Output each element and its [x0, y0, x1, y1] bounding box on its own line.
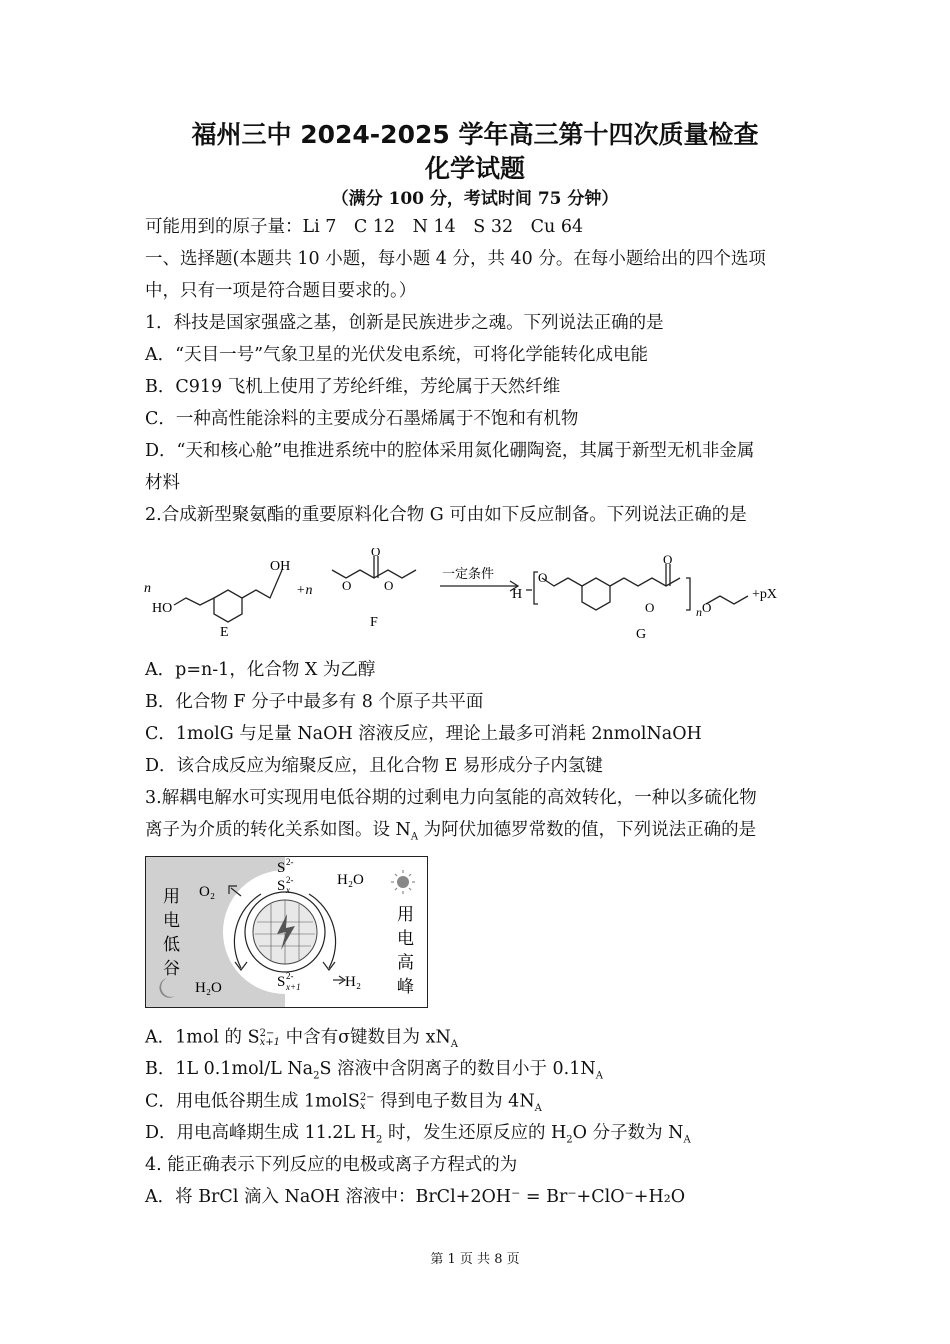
q3-option-a: A．1mol 的 S 2− x+1 中含有σ键数目为 $xN_A$ — [145, 1027, 459, 1050]
e-label: E — [220, 625, 229, 640]
valley-label-1: 用 — [163, 887, 180, 906]
g-o1: O — [538, 570, 548, 585]
f-o2: O — [371, 548, 381, 559]
sx-top-charge: 2- — [286, 875, 294, 885]
g-label: G — [636, 627, 647, 642]
e-coef: n — [144, 581, 151, 596]
reaction-condition: 一定条件 — [442, 566, 495, 581]
q1-option-c: C．一种高性能涂料的主要成分石墨烯属于不饱和有机物 — [145, 409, 579, 429]
q2-option-a: A．p=n-1，化合物 X 为乙醇 — [145, 660, 376, 680]
page-subtitle: 化学试题 — [424, 154, 525, 183]
s-top-charge: 2- — [286, 857, 294, 867]
q3-stem-cont: 离子为介质的转化关系如图。设 $N_A$ 为阿伏加德罗常数的值，下列说法正确的是 — [145, 820, 757, 843]
q2-option-b: B．化合物 F 分子中最多有 8 个原子共平面 — [145, 692, 484, 712]
q3-option-c: C．用电低谷期生成 1molS 2− x 得到电子数目为 $4N_A$ — [145, 1091, 542, 1114]
q1-option-a: A．“天目一号”气象卫星的光伏发电系统，可将化学能转化成电能 — [145, 345, 649, 365]
exam-info: （满分 100 分，考试时间 75 分钟） — [331, 189, 619, 209]
q4-stem: 4. 能正确表示下列反应的电极或离子方程式的为 — [145, 1155, 518, 1175]
valley-label-3: 低 — [163, 935, 180, 954]
section-1-intro-cont: 中，只有一项是符合题目要求的。） — [145, 281, 417, 301]
f-o1: O — [342, 578, 352, 593]
peak-label-4: 峰 — [397, 977, 414, 996]
q1-option-d-cont: 材料 — [145, 473, 180, 493]
q4-option-a: A．将 BrCl 滴入 NaOH 溶液中：BrCl+2OH⁻ = Br⁻+ClO⁻+H₂O — [145, 1187, 686, 1207]
q2-option-c: C．1molG 与足量 NaOH 溶液反应，理论上最多可消耗 2nmolNaOH — [145, 724, 702, 744]
o2-label: O₂ — [199, 884, 216, 900]
valley-label-4: 谷 — [163, 959, 180, 978]
peak-label-2: 电 — [397, 929, 414, 948]
sx-top: S — [277, 878, 286, 894]
peak-label-1: 用 — [397, 905, 414, 924]
g-o3: O — [663, 552, 673, 567]
q1-option-d: D．“天和核心舱”电推进系统中的腔体采用氮化硼陶瓷，其属于新型无机非金属 — [145, 441, 755, 461]
f-o3: O — [384, 578, 394, 593]
q2-stem: 2.合成新型聚氨酯的重要原料化合物 G 可由如下反应制备。下列说法正确的是 — [145, 505, 747, 525]
e-ho: HO — [152, 601, 173, 616]
page-title: 福州三中 2024-2025 学年高三第十四次质量检查 — [191, 120, 759, 149]
g-h: H — [512, 587, 523, 602]
sx1-sub: x+1 — [286, 982, 301, 992]
q3-option-b: B．1L 0.1mol/L $Na_2S$ 溶液中含阴离子的数目小于 $0.1N_A$ — [145, 1059, 603, 1082]
q1-option-b: B．C919 飞机上使用了芳纶纤维，芳纶属于天然纤维 — [145, 377, 561, 397]
g-o4: O — [702, 600, 712, 615]
q1-stem: 1．科技是国家强盛之基，创新是民族进步之魂。下列说法正确的是 — [145, 313, 664, 333]
sx1-bottom: S — [277, 974, 286, 990]
byproduct: +pX — [752, 587, 778, 602]
h2o-top-label: H₂O — [337, 872, 364, 888]
electrolysis-diagram — [145, 856, 428, 1008]
h2o-bottom-label: H₂O — [195, 980, 222, 996]
f-label: F — [370, 615, 378, 630]
section-1-intro: 一、选择题(本题共 10 小题，每小题 4 分，共 40 分。在每小题给出的四个选项 — [145, 249, 766, 269]
g-o2: O — [645, 600, 655, 615]
reaction-scheme — [140, 548, 800, 648]
valley-label-2: 电 — [163, 911, 180, 930]
atomic-mass-line: 可能用到的原子量：Li 7 C 12 N 14 S 32 Cu 64 — [145, 217, 584, 237]
h2-label: H₂ — [345, 974, 362, 990]
e-oh: OH — [270, 559, 291, 574]
q2-option-d: D．该合成反应为缩聚反应，且化合物 E 易形成分子内氢键 — [145, 756, 603, 776]
s-top: S — [277, 860, 286, 876]
f-coef: +n — [296, 583, 313, 598]
peak-label-3: 高 — [397, 953, 414, 972]
g-n: n — [696, 605, 702, 619]
sx1-charge: 2- — [286, 971, 294, 981]
sx-top-sub: x — [286, 885, 290, 895]
q3-stem: 3.解耦电解水可实现用电低谷期的过剩电力向氢能的高效转化，一种以多硫化物 — [145, 788, 757, 808]
q3-option-d: D．用电高峰期生成 11.2L $H_2$ 时，发生还原反应的 $H_2O$ 分子数为 $N_A$ — [145, 1123, 691, 1146]
page-footer: 第 1 页 共 8 页 — [430, 1252, 520, 1267]
